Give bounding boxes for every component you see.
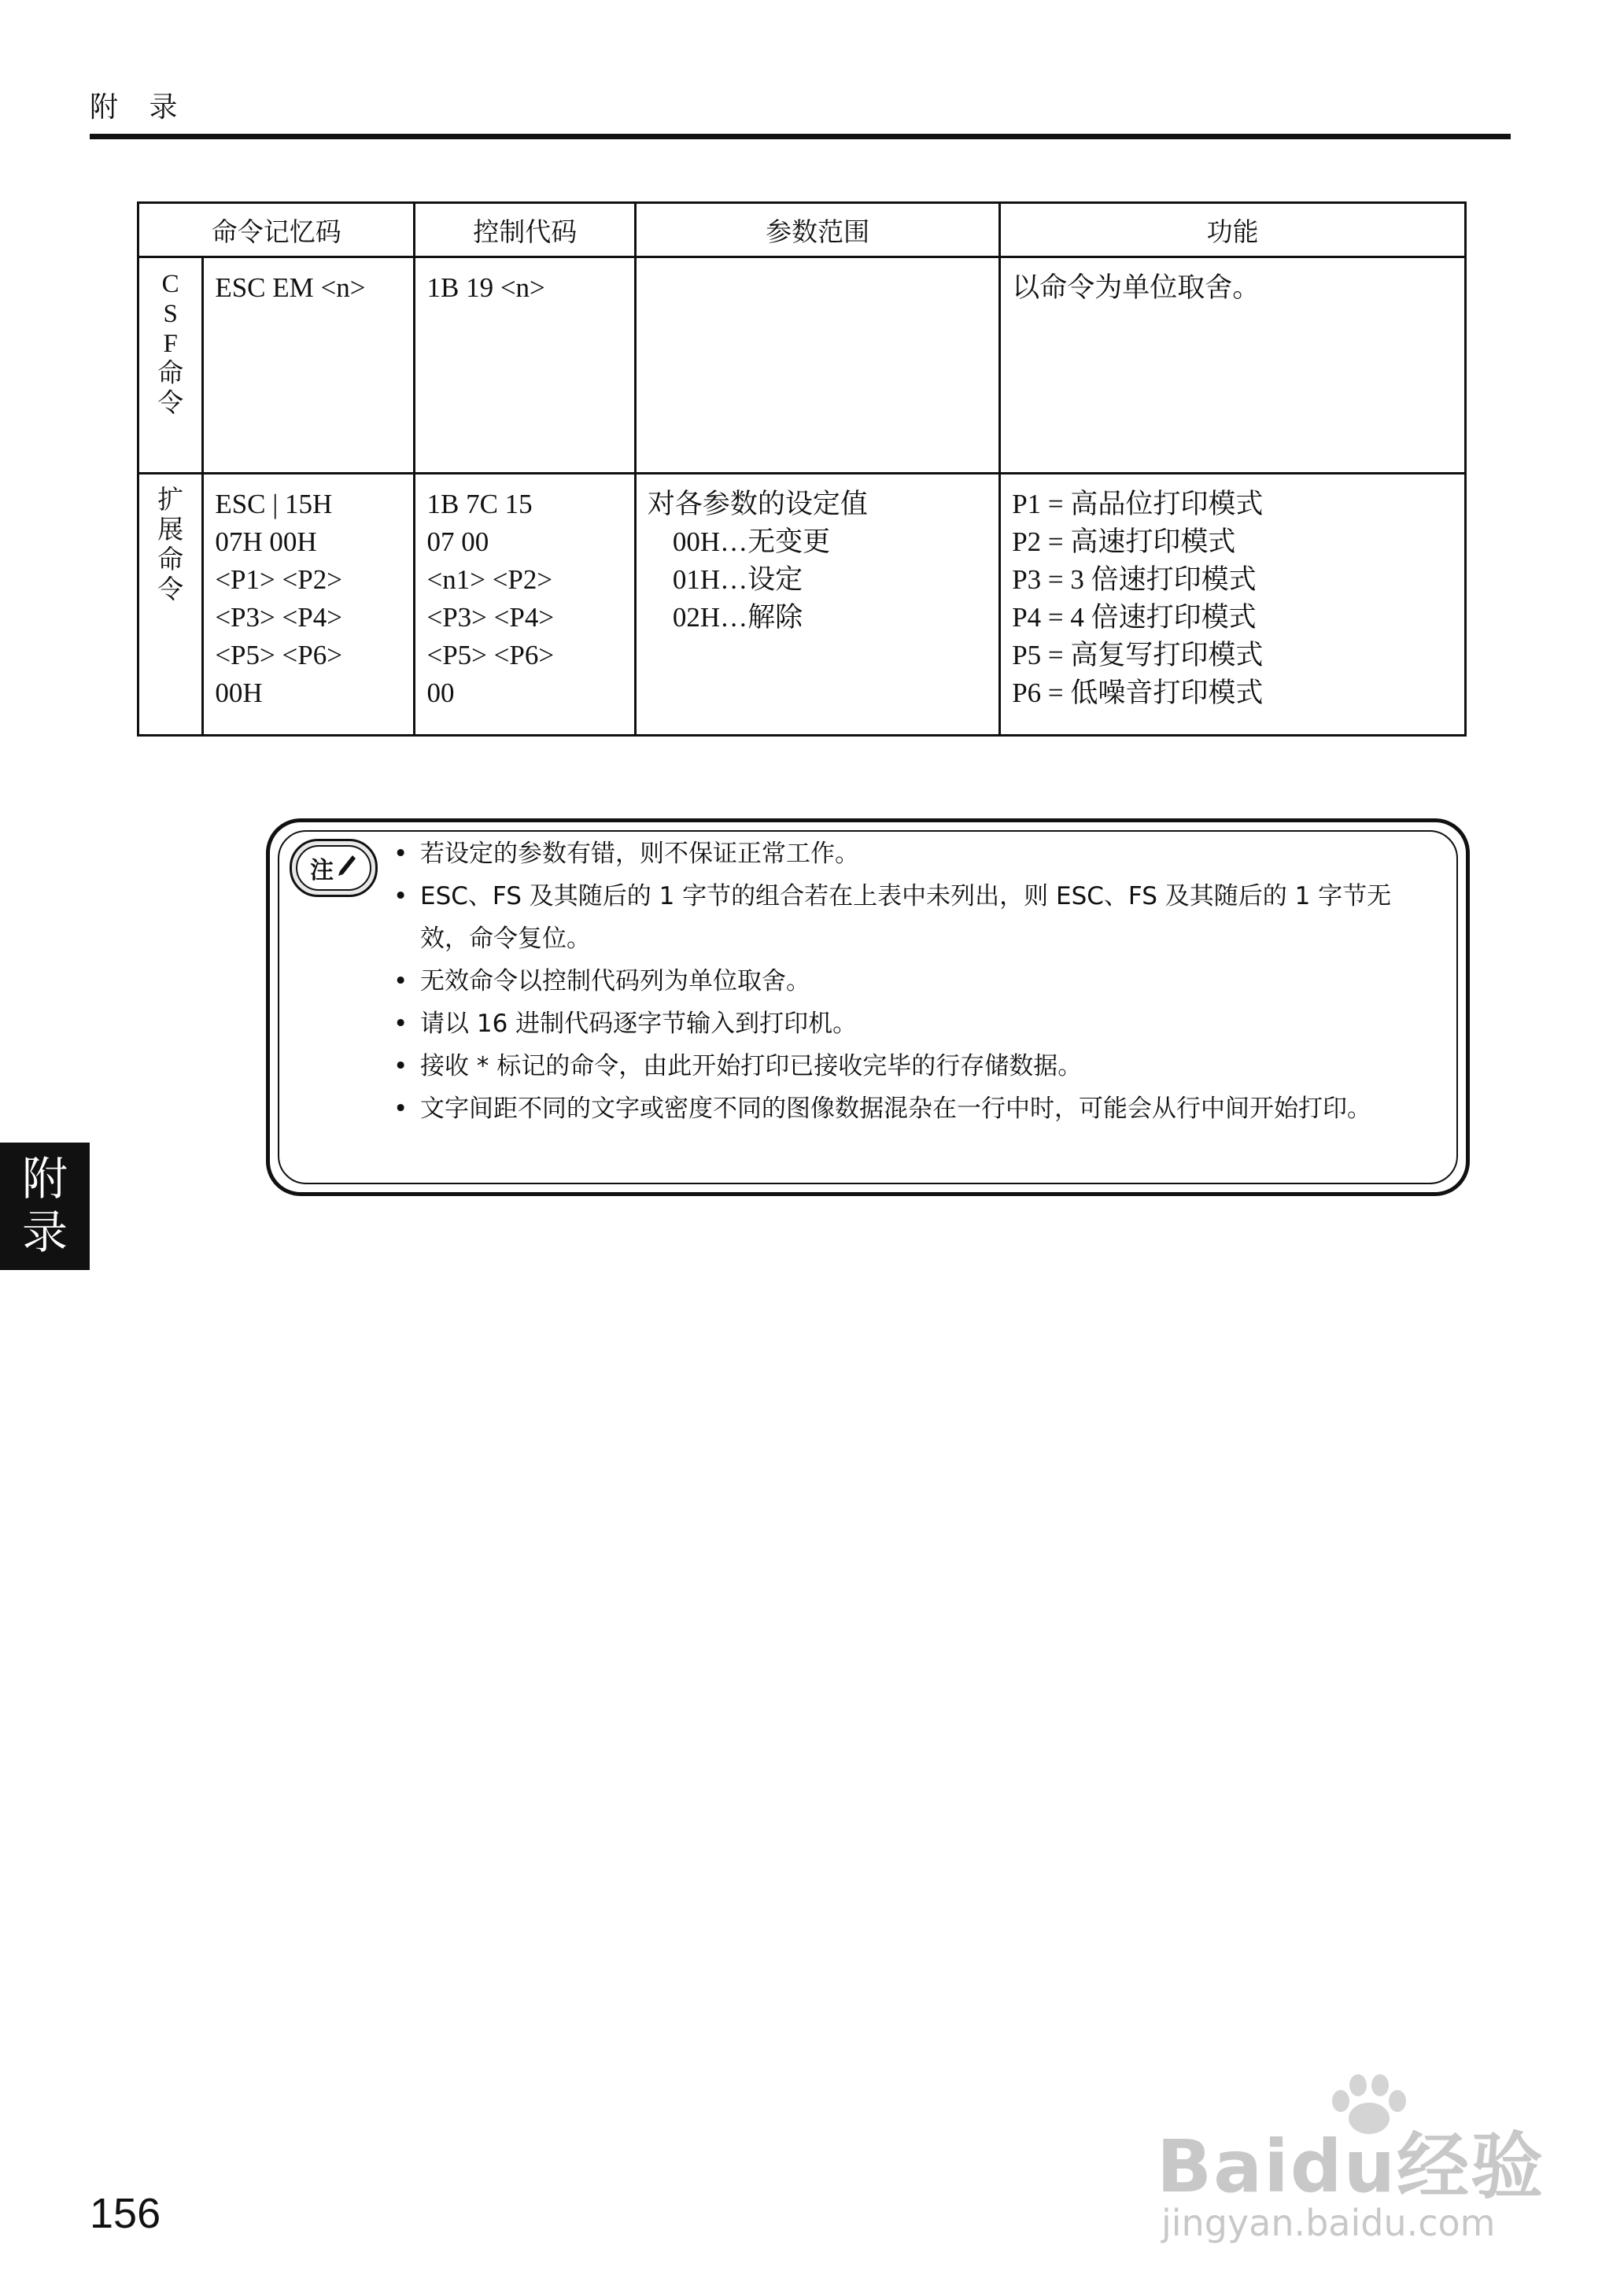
header-mnemonic: 命令记忆码 [138, 203, 415, 257]
table-row [138, 474, 1466, 736]
bullet-icon: • [393, 1010, 408, 1038]
side-tab: 附 录 [0, 1143, 90, 1270]
header-rule [90, 134, 1511, 139]
header-code: 控制代码 [415, 203, 635, 257]
watermark-brand: Baidu经验 [1157, 2125, 1545, 2209]
bullet-icon: • [393, 882, 408, 910]
header-title: 附 录 [90, 91, 189, 124]
command-table [137, 201, 1467, 737]
params-cell [635, 257, 999, 474]
bullet-icon: • [393, 840, 408, 868]
table-header-row [138, 203, 1466, 257]
bullet-icon: • [393, 1052, 408, 1080]
list-item: • 接收 * 标记的命令，由此开始打印已接收完毕的行存储数据。 [393, 1045, 1440, 1087]
list-item: • 文字间距不同的文字或密度不同的图像数据混杂在一行中时，可能会从行中间开始打印。 [393, 1087, 1440, 1130]
row-group-label: C S F 命 令 [138, 257, 203, 474]
bullet-icon: • [393, 967, 408, 995]
mnemonic-cell: ESC | 15H 07H 00H <P1> <P2> <P3> <P4> <P5> <P6> 00H [203, 474, 415, 736]
note-badge [290, 839, 378, 897]
table-row [138, 257, 1466, 474]
note-badge-label: 注 [310, 857, 334, 884]
pen-icon [335, 854, 357, 883]
watermark-url: jingyan.baidu.com [1161, 2202, 1496, 2244]
header-params: 参数范围 [635, 203, 999, 257]
row-group-label: 扩 展 命 令 [138, 474, 203, 736]
function-cell: 以命令为单位取舍。 [1000, 257, 1466, 474]
code-cell: 1B 7C 15 07 00 <n1> <P2> <P3> <P4> <P5> <P6> 00 [415, 474, 635, 736]
note-list [393, 833, 1440, 1130]
code-cell: 1B 19 <n> [415, 257, 635, 474]
page-number: 156 [90, 2190, 161, 2237]
list-item: • 无效命令以控制代码列为单位取舍。 [393, 960, 1440, 1002]
list-item: • 请以 16 进制代码逐字节输入到打印机。 [393, 1002, 1440, 1045]
params-cell: 对各参数的设定值 00H…无变更 01H…设定 02H…解除 [635, 474, 999, 736]
function-cell: P1 = 高品位打印模式 P2 = 高速打印模式 P3 = 3 倍速打印模式 P4 = 4 倍速打印模式 P5 = 高复写打印模式 P6 = 低噪音打印模式 [1000, 474, 1466, 736]
list-item: • 若设定的参数有错，则不保证正常工作。 [393, 833, 1440, 875]
bullet-icon: • [393, 1095, 408, 1123]
list-item: • ESC、FS 及其随后的 1 字节的组合若在上表中未列出，则 ESC、FS 及其随后的 1 字节无效，命令复位。 [393, 875, 1440, 960]
header-function: 功能 [1000, 203, 1466, 257]
mnemonic-cell: ESC EM <n> [203, 257, 415, 474]
